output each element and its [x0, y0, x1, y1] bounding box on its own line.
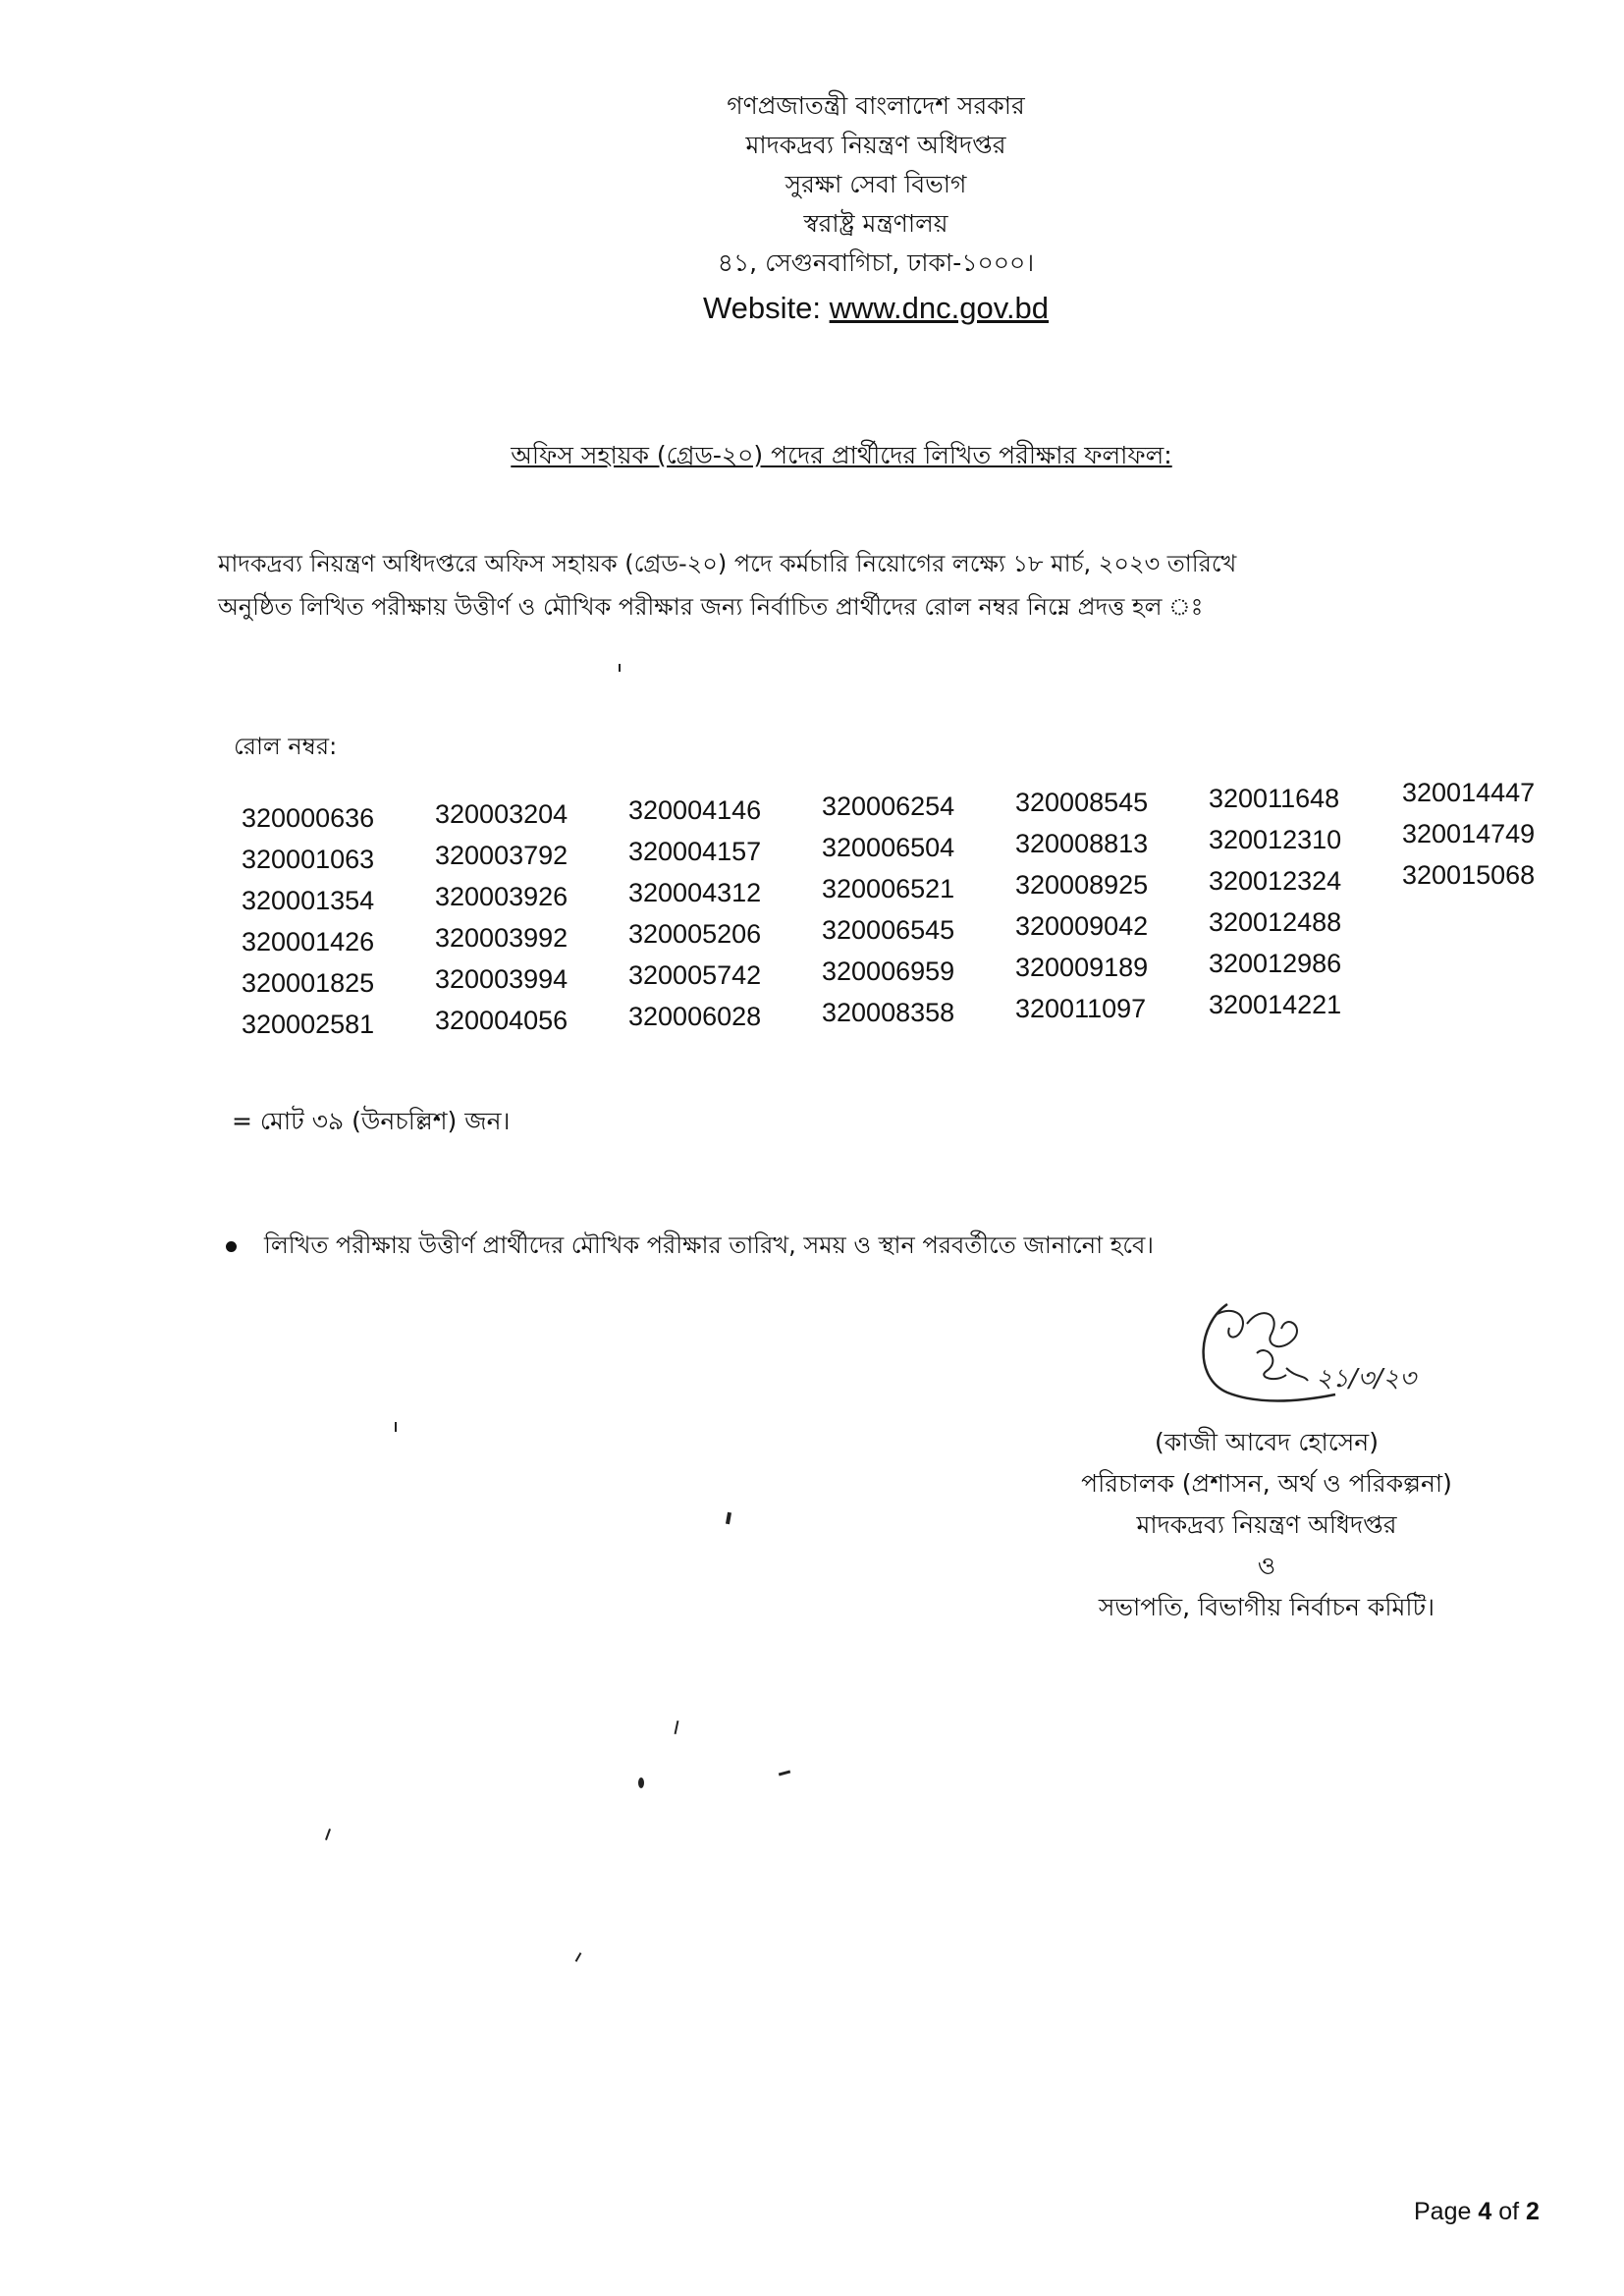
roll-column: [242, 797, 418, 1045]
roll-number: 320014221: [1209, 990, 1342, 1019]
roll-number: 320014447: [1402, 778, 1536, 807]
roll-number: 320001426: [242, 927, 375, 957]
scan-mark: [575, 1952, 582, 1962]
office-address: ৪১, সেগুনবাগিচা, ঢাকা-১০০০।: [717, 248, 1035, 277]
roll-number: 320006959: [822, 957, 955, 986]
roll-column: [1015, 782, 1192, 1029]
roll-column: [628, 790, 805, 1037]
roll-number: 320004056: [435, 1006, 568, 1035]
division-name: সুরক্ষা সেবা বিভাগ: [785, 170, 967, 198]
roll-number: 320006521: [822, 874, 955, 903]
signatory-name: (কাজী আবেদ হোসেন): [1155, 1428, 1379, 1456]
subject-text: অফিস সহায়ক (গ্রেড-২০) পদের প্রার্থীদের লিখিত পরীক্ষার ফলাফল:: [511, 441, 1172, 469]
roll-number: 320005206: [628, 919, 762, 949]
roll-number: 320008813: [1015, 829, 1149, 858]
roll-number: 320004312: [628, 878, 762, 907]
page-total: 2: [1526, 2198, 1540, 2225]
roll-number: 320004157: [628, 837, 762, 866]
scan-mark: [395, 1422, 397, 1432]
signatory-office: মাদকদ্রব্য নিয়ন্ত্রণ অধিদপ্তর: [1136, 1510, 1397, 1539]
notice-text: লিখিত পরীক্ষায় উত্তীর্ণ প্রার্থীদের মৌখিক পরীক্ষার তারিখ, সময় ও স্থান পরবর্তীতে জানানো হবে।: [264, 1231, 1154, 1259]
roll-number: 320011648: [1209, 784, 1340, 813]
scan-mark: [638, 1777, 644, 1788]
roll-number: 320002581: [242, 1010, 375, 1039]
scan-mark: [325, 1829, 331, 1840]
total-count: = মোট ৩৯ (উনচল্লিশ) জন।: [232, 1107, 511, 1135]
roll-number: 320009189: [1015, 953, 1149, 982]
roll-column: [435, 793, 612, 1041]
ministry-name: স্বরাষ্ট্র মন্ত্রণালয়: [803, 209, 948, 238]
roll-number: 320006545: [822, 915, 955, 945]
roll-number: 320008925: [1015, 870, 1149, 900]
scan-mark: [779, 1770, 790, 1776]
roll-number: 320008358: [822, 998, 955, 1027]
roll-number: 320012324: [1209, 866, 1342, 896]
scan-mark: [619, 664, 621, 672]
intro-line-1: মাদকদ্রব্য নিয়ন্ত্রণ অধিদপ্তরে অফিস সহায়ক (গ্রেড-২০) পদে কর্মচারি নিয়োগের লক্ষ্যে ১৮ মার্চ, ২০২৩ তারিখে: [218, 550, 1237, 577]
roll-number: 320009042: [1015, 911, 1149, 941]
roll-number: 320015068: [1402, 860, 1536, 890]
roll-number: 320001354: [242, 886, 375, 915]
website-label: Website:: [702, 291, 830, 325]
roll-number: 320005742: [628, 960, 762, 990]
roll-number: 320012488: [1209, 907, 1342, 937]
roll-number-label: রোল নম্বর:: [234, 733, 338, 760]
signatory-block: [962, 1422, 1571, 1628]
page-current: 4: [1478, 2198, 1492, 2225]
roll-number: 320000636: [242, 803, 375, 833]
letterhead: [0, 86, 1624, 330]
handwritten-signature: [1188, 1285, 1483, 1432]
roll-number: 320004146: [628, 795, 762, 825]
roll-number: 320003992: [435, 923, 568, 953]
roll-number: 320006028: [628, 1002, 762, 1031]
signature-date: ২১/৩/২৩: [1316, 1364, 1417, 1394]
roll-number: 320003792: [435, 841, 568, 870]
scan-mark: [675, 1721, 679, 1734]
scan-mark: [726, 1512, 731, 1525]
roll-number: 320008545: [1015, 788, 1149, 817]
roll-number: 320012310: [1209, 825, 1342, 854]
roll-number: 320003926: [435, 882, 568, 911]
signatory-role: সভাপতি, বিভাগীয় নির্বাচন কমিটি।: [1098, 1593, 1435, 1621]
roll-number: 320012986: [1209, 949, 1342, 978]
bullet-icon: [226, 1241, 237, 1252]
roll-number: 320014749: [1402, 819, 1536, 848]
roll-number-grid: [242, 778, 1597, 1039]
roll-number: 320006254: [822, 792, 955, 821]
roll-number: 320001063: [242, 845, 375, 874]
notice-item: [226, 1226, 1154, 1265]
intro-line-2: অনুষ্ঠিত লিখিত পরীক্ষায় উত্তীর্ণ ও মৌখিক পরীক্ষার জন্য নির্বাচিত প্রার্থীদের রোল নম্বর নিম্নে প্রদত্ত হল ঃ: [218, 593, 1204, 621]
roll-number: 320003994: [435, 964, 568, 994]
roll-number: 320001825: [242, 968, 375, 998]
roll-column: [1209, 778, 1385, 1025]
roll-number: 320011097: [1015, 994, 1147, 1023]
signatory-conjunction: ও: [1257, 1552, 1276, 1580]
document-subject: [0, 436, 1624, 475]
roll-number: 320006504: [822, 833, 955, 862]
page-middle: of: [1491, 2198, 1526, 2225]
signatory-title: পরিচালক (প্রশাসন, অর্থ ও পরিকল্পনা): [1081, 1469, 1452, 1498]
page-prefix: Page: [1414, 2198, 1479, 2225]
signature-icon: [1188, 1285, 1483, 1432]
government-name: গণপ্রজাতন্ত্রী বাংলাদেশ সরকার: [727, 91, 1025, 120]
intro-paragraph: [218, 542, 1455, 629]
roll-column: [822, 786, 999, 1033]
website-link[interactable]: www.dnc.gov.bd: [829, 291, 1050, 325]
department-name: মাদকদ্রব্য নিয়ন্ত্রণ অধিদপ্তর: [745, 131, 1006, 159]
page-number: [1414, 2196, 1540, 2227]
roll-column: [1402, 772, 1579, 896]
roll-number: 320003204: [435, 799, 568, 829]
website-line: [128, 287, 1624, 330]
